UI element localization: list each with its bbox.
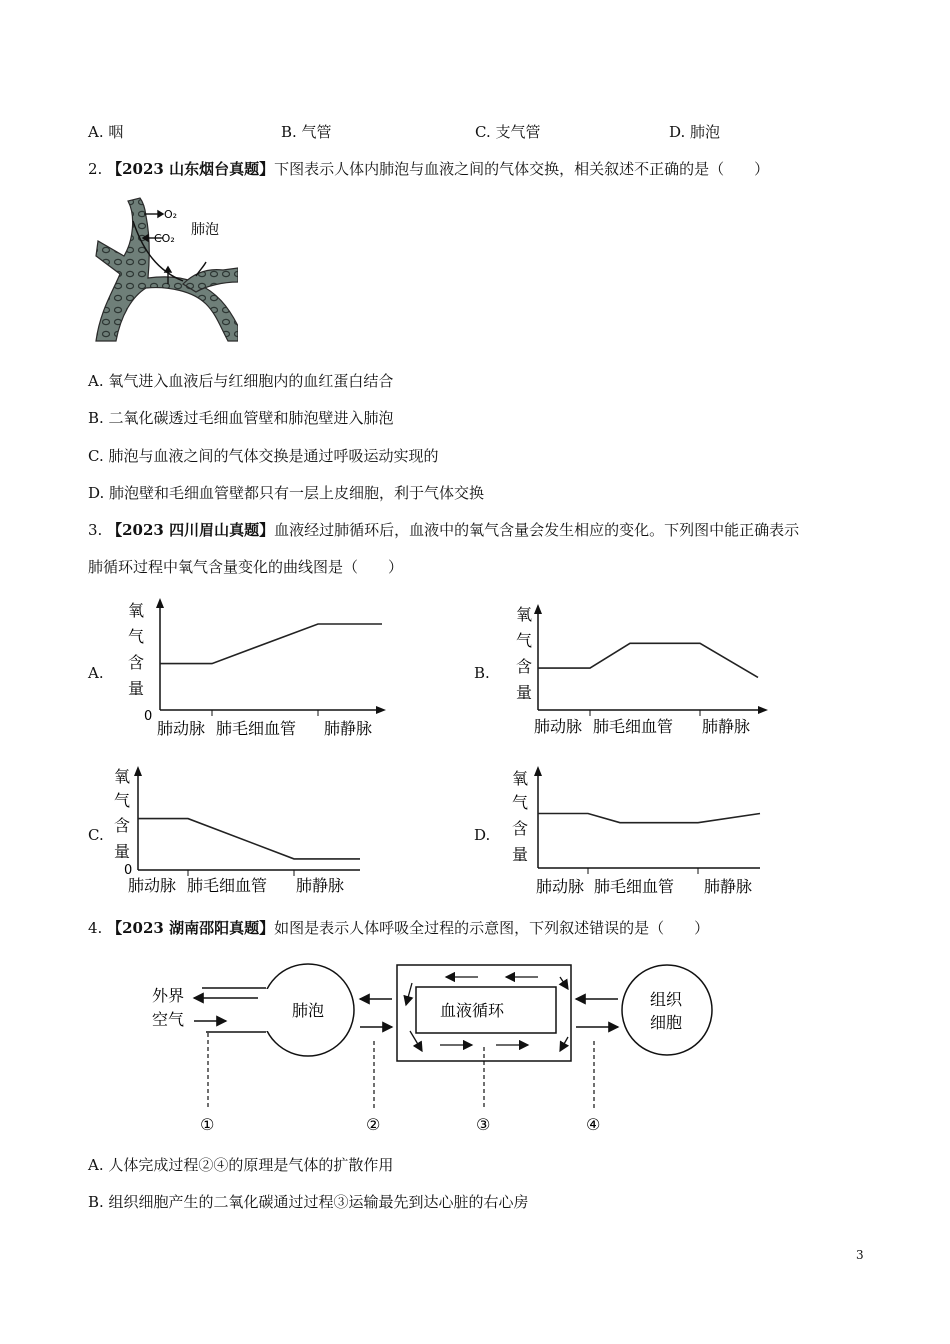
svg-text:气: 气 [128, 627, 145, 646]
q3-stem-1: 血液经过肺循环后，血液中的氧气含量会发生相应的变化。下列图中能正确表示 [274, 521, 800, 539]
chart-b-x-arrow [758, 706, 768, 714]
q2-option-a: A. 氧气进入血液后与红细胞内的血红蛋白结合 [88, 372, 394, 390]
svg-text:气: 气 [114, 791, 131, 810]
chart-d [508, 764, 778, 900]
q3-option-c-label: C. [88, 826, 104, 844]
chart-a-y-label [128, 601, 144, 698]
svg-text:气: 气 [512, 793, 529, 812]
q1-option-a: A. 咽 [88, 123, 124, 141]
q4-option-a: A. 人体完成过程②④的原理是气体的扩散作用 [88, 1156, 394, 1174]
q2-number: 2. [88, 160, 103, 178]
q4-respiration-diagram [140, 955, 730, 1140]
chart-c-xlabel-2: 肺毛细血管 [187, 876, 268, 895]
chart-a-xlabel-1: 肺动脉 [157, 719, 206, 738]
svg-text:氧: 氧 [114, 767, 131, 786]
q3-stem-line2: 肺循环过程中氧气含量变化的曲线图是（ ） [88, 558, 404, 576]
svg-text:量: 量 [512, 845, 529, 864]
q4-stem-line [88, 918, 709, 938]
q2-source: 【2023 山东烟台真题】 [107, 160, 275, 178]
circulation-label: 血液循环 [440, 1001, 505, 1020]
q2-option-d: D. 肺泡壁和毛细血管壁都只有一层上皮细胞，利于气体交换 [88, 484, 485, 502]
alveolus-diagram-label: 肺泡 [292, 1001, 325, 1020]
chart-a [120, 596, 390, 742]
tissue-label-1: 组织 [650, 990, 683, 1009]
step-3-label: ③ [476, 1115, 491, 1134]
chart-c [110, 764, 372, 900]
svg-text:氧: 氧 [516, 605, 533, 624]
step-1-label: ① [200, 1115, 215, 1134]
svg-text:含: 含 [114, 816, 131, 835]
chart-a-y-arrow [156, 598, 164, 608]
chart-b-series-line [538, 643, 758, 677]
q3-source: 【2023 四川眉山真题】 [107, 521, 275, 539]
chart-d-y-arrow [534, 766, 542, 776]
chart-d-xlabel-2: 肺毛细血管 [594, 877, 675, 896]
chart-d-series-line [538, 814, 760, 823]
svg-text:含: 含 [512, 819, 529, 838]
svg-text:量: 量 [128, 679, 145, 698]
q4-source: 【2023 湖南邵阳真题】 [107, 919, 275, 937]
svg-text:氧: 氧 [128, 601, 145, 620]
o2-label: O₂ [164, 208, 178, 221]
outside-air-label-1: 外界 [152, 986, 185, 1005]
svg-text:量: 量 [114, 842, 131, 861]
q3-option-b-label: B. [474, 664, 490, 682]
co2-label: CO₂ [154, 232, 175, 245]
q2-option-b: B. 二氧化碳透过毛细血管壁和肺泡壁进入肺泡 [88, 409, 394, 427]
step-4-label: ④ [586, 1115, 601, 1134]
q2-stem-line [88, 159, 769, 179]
alveolus-label: 肺泡 [191, 222, 219, 238]
chart-b-xlabel-2: 肺毛细血管 [593, 717, 674, 736]
chart-b-xlabel-3: 肺静脉 [702, 717, 751, 736]
chart-d-y-label [512, 769, 528, 864]
svg-text:量: 量 [516, 683, 533, 702]
q2-alveolus-figure [88, 196, 238, 346]
chart-b-xlabel-1: 肺动脉 [534, 717, 583, 736]
q2-option-c: C. 肺泡与血液之间的气体交换是通过呼吸运动实现的 [88, 447, 439, 465]
step-2-label: ② [366, 1115, 381, 1134]
svg-text:气: 气 [516, 631, 533, 650]
chart-c-series-line [138, 819, 360, 859]
chart-c-xlabel-1: 肺动脉 [128, 876, 177, 895]
chart-c-y-label [114, 767, 130, 861]
q3-stem-line1 [88, 520, 799, 540]
q3-option-a-label: A. [88, 664, 104, 682]
q1-option-d: D. 肺泡 [669, 123, 721, 141]
airway-opening [258, 989, 270, 1031]
page-number: 3 [856, 1248, 864, 1262]
chart-d-xlabel-1: 肺动脉 [536, 877, 585, 896]
chart-a-x-arrow [376, 706, 386, 714]
q4-number: 4. [88, 919, 103, 937]
outside-air-label-2: 空气 [152, 1010, 185, 1029]
svg-text:氧: 氧 [512, 769, 529, 788]
chart-b-y-arrow [534, 604, 542, 614]
chart-a-series-line [160, 624, 382, 664]
svg-text:含: 含 [128, 653, 145, 672]
q1-option-c: C. 支气管 [475, 123, 541, 141]
q3-option-d-label: D. [474, 826, 491, 844]
chart-c-origin: 0 [124, 863, 133, 878]
chart-d-xlabel-3: 肺静脉 [704, 877, 753, 896]
q3-number: 3. [88, 521, 103, 539]
chart-c-y-arrow [134, 766, 142, 776]
q4-option-b: B. 组织细胞产生的二氧化碳通过过程③运输最先到达心脏的右心房 [88, 1193, 529, 1211]
svg-text:含: 含 [516, 657, 533, 676]
q2-stem: 下图表示人体内肺泡与血液之间的气体交换，相关叙述不正确的是（ ） [274, 160, 770, 178]
chart-c-xlabel-3: 肺静脉 [296, 876, 345, 895]
q1-option-b: B. 气管 [281, 123, 332, 141]
chart-a-xlabel-2: 肺毛细血管 [216, 719, 297, 738]
tissue-label-2: 细胞 [650, 1013, 683, 1032]
chart-a-origin: 0 [144, 709, 153, 724]
q4-stem: 如图是表示人体呼吸全过程的示意图，下列叙述错误的是（ ） [274, 919, 710, 937]
chart-b-y-label [516, 605, 532, 702]
chart-b [508, 602, 778, 742]
chart-a-xlabel-3: 肺静脉 [324, 719, 373, 738]
tissue-cells-circle [622, 965, 712, 1055]
